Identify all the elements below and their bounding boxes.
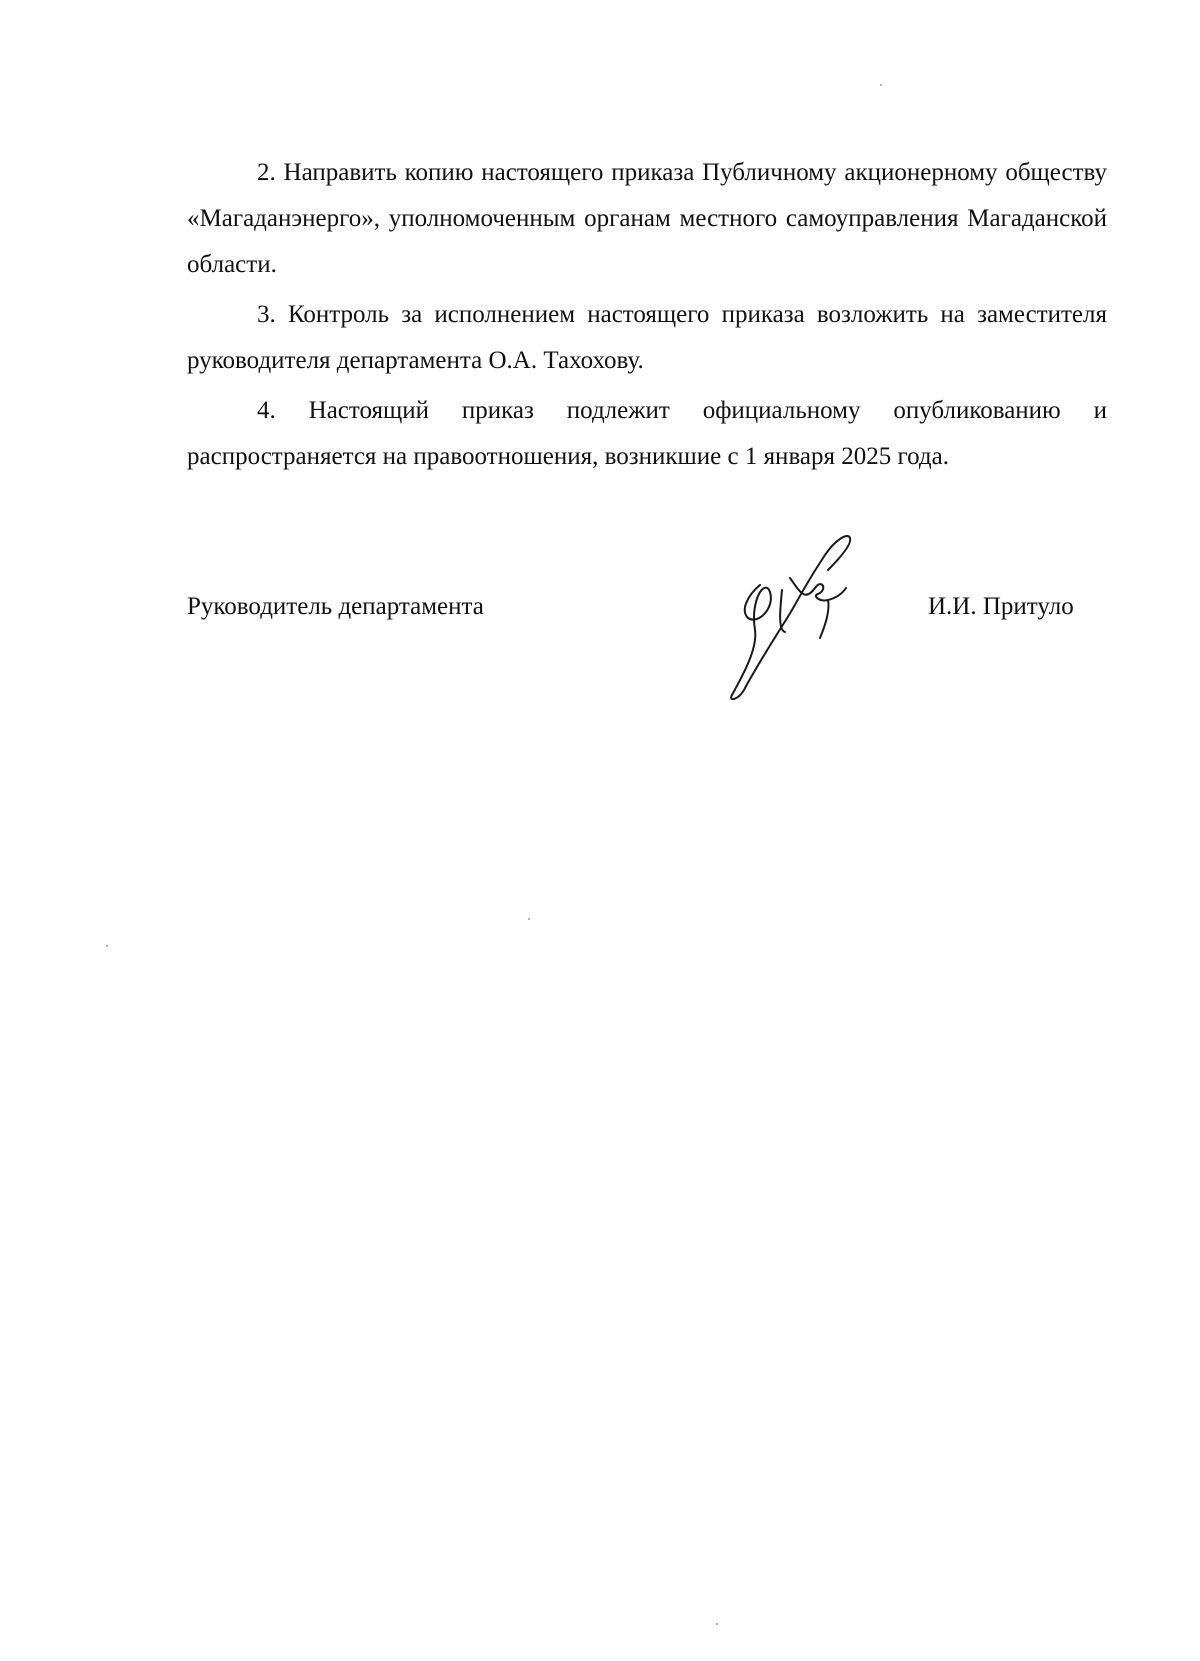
signatory-name: И.И. Притуло	[928, 593, 1074, 620]
scan-speck	[716, 1623, 718, 1625]
scan-speck	[528, 918, 530, 920]
paragraph-2: 2. Направить копию настоящего приказа Публичному акционерному обществу «Магаданэнерго», уполномоченным органам местного самоуправления Магаданской области.	[187, 159, 1107, 278]
scan-speck	[880, 84, 882, 86]
handwritten-signature	[730, 530, 900, 710]
signatory-title: Руководитель департамента	[187, 593, 484, 620]
paragraph-4: 4. Настоящий приказ подлежит официальному опубликованию и распространяется на правоотношения, возникшие с 1 января 2025 года.	[187, 397, 1107, 470]
paragraph-3: 3. Контроль за исполнением настоящего приказа возложить на заместителя руководителя департамента О.А. Тахохову.	[187, 301, 1107, 374]
document-body	[187, 150, 1107, 484]
scan-speck	[106, 945, 108, 947]
